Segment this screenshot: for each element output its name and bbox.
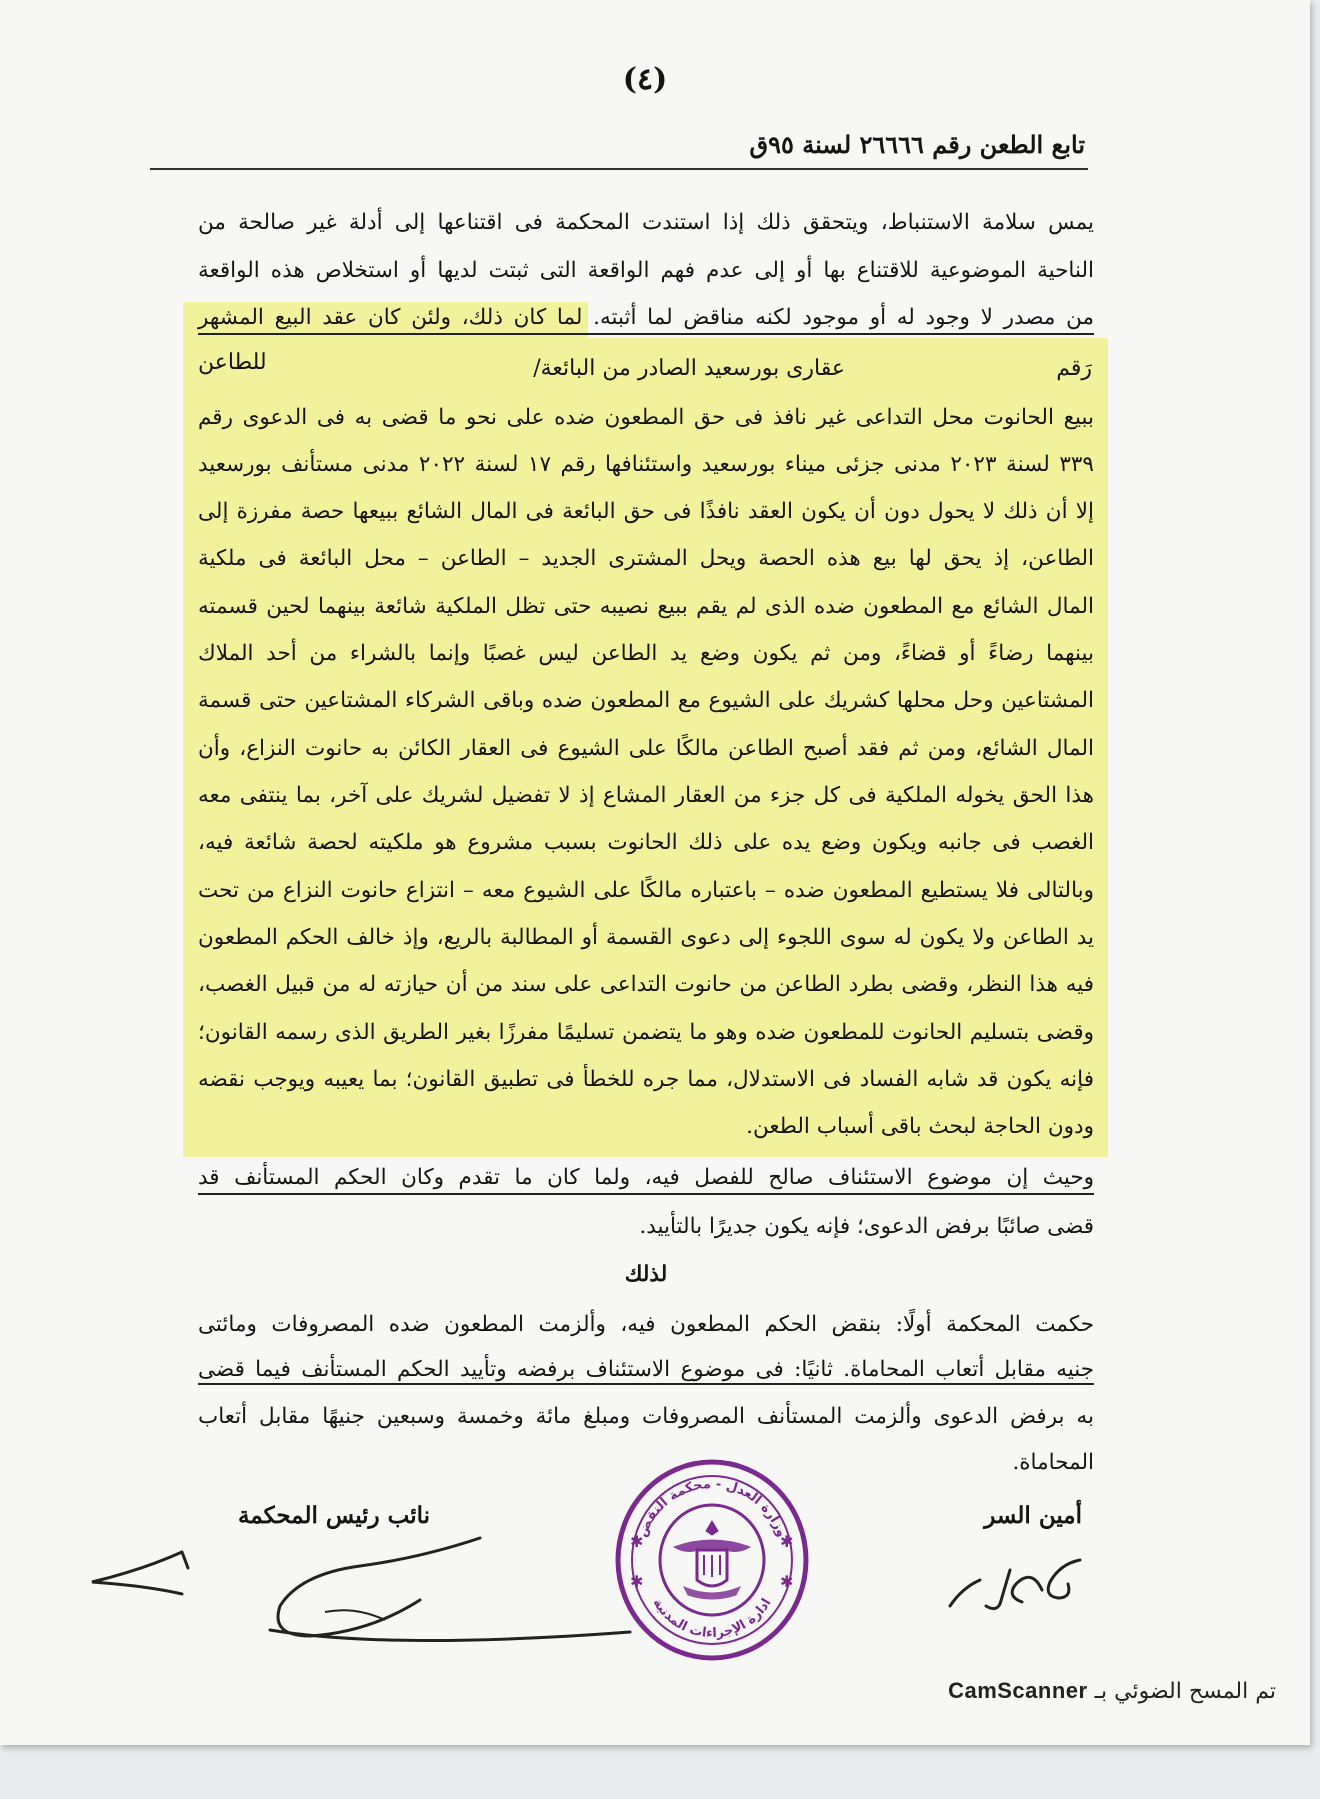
svg-text:ادارة الإجراءات المدنية: ادارة الإجراءات المدنية — [649, 1595, 775, 1642]
inline-fragment: للطاعن — [198, 350, 267, 375]
highlighted-line: فإنه يكون قد شابه الفساد فى الاستدلال، مما جره للخطأ فى تطبيق القانون؛ بما يعيبه ويوجب نقضه — [198, 1067, 1094, 1092]
highlighted-line: ببيع الحانوت محل التداعى غير نافذ فى حق المطعون ضده على نحو ما قضى به فى الدعوى رقم — [198, 405, 1094, 430]
verdict-line: المحاماة. — [1012, 1450, 1094, 1475]
svg-text:✱: ✱ — [780, 1572, 794, 1591]
body-line: وحيث إن موضوع الاستئناف صالح للفصل فيه، ولما كان ما تقدم وكان الحكم المستأنف قد — [198, 1165, 1094, 1190]
highlighted-line: الغصب فى جانبه ويكون وضع يده على ذلك الحانوت بسبب مشروع هو ملكيته لحصة شائعة فيه، — [198, 830, 1094, 855]
underline — [198, 1383, 1094, 1385]
highlighted-line: هذا الحق يخوله الملكية فى كل جزء من العقار المشاع إذ لا تفضيل لشريك على آخر، بما ينتفى معه — [198, 783, 1094, 808]
secretary-signature — [930, 1540, 1090, 1620]
body-line: الناحية الموضوعية للاقتناع بها أو إلى عدم فهم الواقعة التى ثبتت لديها أو استخلاص هذه الواقعة — [198, 258, 1094, 283]
highlighted-line: وبالتالى فلا يستطيع المطعون ضده – باعتباره مالكًا على الشيوع معه – انتزاع حانوت النزاع من تحت — [198, 878, 1094, 903]
highlighted-line: يد الطاعن ولا يكون له سوى اللجوء إلى دعوى القسمة أو المطالبة بالريع، وإذ خالف الحكم المطعون — [198, 925, 1094, 950]
highlighted-line: بينهما رضاءً أو قضاءً، ومن ثم يكون وضع يد الطاعن ليس غصبًا وإنما بالشراء من أحد الملاك — [198, 641, 1094, 666]
highlighted-line: فيه هذا النظر، وقضى بطرد الطاعن من حانوت التداعى على سند من أن حيازته له من قبيل الغصب، — [198, 972, 1094, 997]
svg-text:✱: ✱ — [630, 1532, 644, 1551]
secretary-label: أمين السر — [984, 1502, 1082, 1529]
body-line: قضى صائبًا برفض الدعوى؛ فإنه يكون جديرًا بالتأييد. — [639, 1214, 1094, 1239]
svg-text:✱: ✱ — [780, 1532, 794, 1551]
deputy-president-signature — [90, 1520, 650, 1660]
body-line: من مصدر لا وجود له أو موجود لكنه مناقض لما أثبته. لما كان ذلك، ولئن كان عقد البيع المشهر — [198, 305, 1094, 330]
deputy-president-label: نائب رئيس المحكمة — [238, 1502, 431, 1529]
verdict-line: حكمت المحكمة أولًا: بنقض الحكم المطعون فيه، وألزمت المطعون ضده المصروفات ومائتى — [198, 1312, 1094, 1337]
scanned-label: تم المسح الضوئي بـ — [1094, 1679, 1276, 1704]
highlighted-line: المشتاعين وحل محلها كشريك على الشيوع مع المطعون ضده وباقى الشركاء المشتاعين حتى قسمة — [198, 688, 1094, 713]
verdict-line: به برفض الدعوى وألزمت المستأنف المصروفات ومبلغ مائة وخمسة وسبعين جنيهًا مقابل أتعاب — [198, 1404, 1094, 1429]
svg-text:✱: ✱ — [630, 1572, 644, 1591]
page-number: (٤) — [622, 62, 668, 97]
scanner-footer — [948, 1678, 1276, 1704]
highlighted-line: ودون الحاجة لبحث باقى أسباب الطعن. — [746, 1114, 1094, 1139]
highlighted-line: إلا أن ذلك لا يحول دون أن يكون العقد نافذًا فى حق البائعة فى المال الشائع ببيعها حصة مفرزة إلى — [198, 499, 1094, 524]
section-heading: لذلك — [624, 1262, 668, 1287]
underline — [198, 333, 1094, 335]
case-reference: تابع الطعن رقم ٢٦٦٦٦ لسنة ٩٥ق — [749, 130, 1085, 159]
inline-fragment: رَقم — [1056, 356, 1092, 381]
highlighted-line: ٣٣٩ لسنة ٢٠٢٣ مدنى جزئى ميناء بورسعيد واستئنافها رقم ١٧ لسنة ٢٠٢٢ مدنى مستأنف بورسعيد — [198, 452, 1094, 477]
body-line: يمس سلامة الاستنباط، ويتحقق ذلك إذا استندت المحكمة فى اقتناعها إلى أدلة غير صالحة من — [198, 210, 1094, 235]
highlighted-line: الطاعن، إذ يحق لها بيع هذه الحصة ويحل المشترى الجديد – الطاعن – محل البائعة فى ملكية — [198, 546, 1094, 571]
header-rule — [150, 168, 1088, 170]
svg-text:وزارة العدل - محكمة النقض: وزارة العدل - محكمة النقض — [634, 1476, 789, 1540]
verdict-line: جنيه مقابل أتعاب المحاماة. ثانيًا: فى موضوع الاستئناف برفضه وتأييد الحكم المستأنف فيما قضى — [198, 1357, 1094, 1382]
camscanner-brand: CamScanner — [948, 1678, 1088, 1703]
underline — [198, 1193, 1094, 1195]
inline-fragment: عقارى بورسعيد الصادر من البائعة/ — [533, 356, 845, 381]
highlighted-line: وقضى بتسليم الحانوت للمطعون ضده وهو ما يتضمن تسليمًا مفرزًا بغير الطريق الذى رسمه القانون؛ — [198, 1020, 1094, 1045]
highlighted-line: المال الشائع، ومن ثم فقد أصبح الطاعن مالكًا على الشيوع فى العقار الكائن به حانوت النزاع، وأن — [198, 736, 1094, 761]
highlighted-line: المال الشائع مع المطعون ضده الذى لم يقم ببيع نصيبه حتى تظل الملكية شائعة بينهما لحين قسمته — [198, 594, 1094, 619]
